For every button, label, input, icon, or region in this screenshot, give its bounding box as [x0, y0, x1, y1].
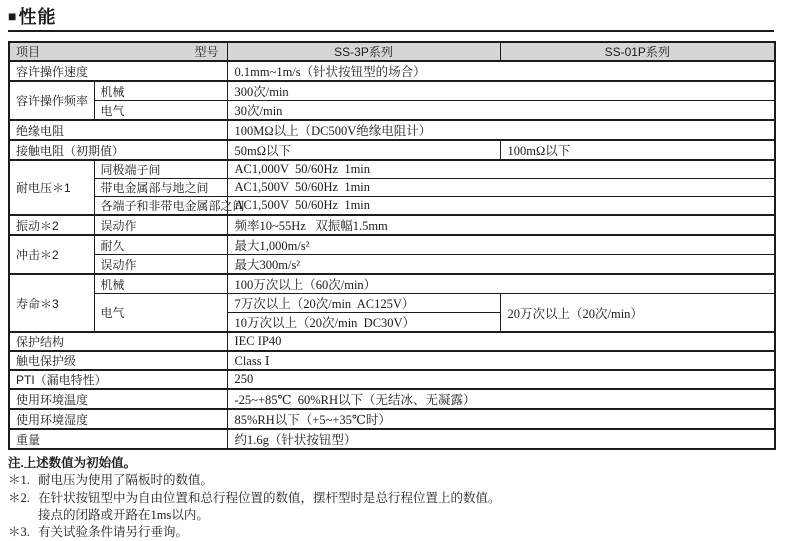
row-weight	[9, 429, 775, 449]
value-protection: IEC IP40	[227, 332, 775, 351]
footnote-2-text	[38, 490, 780, 525]
row-shock-class	[9, 351, 775, 370]
value-contact-ss01p: 100mΩ以下	[500, 140, 775, 160]
row-label-life: 寿命＊3	[9, 274, 94, 332]
row-label-speed: 容许操作速度	[9, 61, 227, 81]
sub-label-shock-1: 耐久	[94, 235, 227, 255]
row-shock-2	[9, 255, 775, 275]
header-item-label: 项目	[16, 45, 41, 59]
value-pti: 250	[227, 370, 775, 389]
value-withstand-1: AC1,000V 50/60Hz 1min	[227, 160, 775, 179]
title-underline	[8, 30, 774, 32]
value-life-elec-2: 10万次以上（20次/min DC30V）	[227, 313, 500, 333]
row-label-protection: 保护结构	[9, 332, 227, 351]
row-frequency-mech	[9, 81, 775, 101]
value-withstand-2: AC1,500V 50/60Hz 1min	[227, 179, 775, 197]
row-label-shock-class: 触电保护级	[9, 351, 227, 370]
section-marker-icon: ■	[8, 8, 17, 24]
row-temperature	[9, 389, 775, 409]
row-pti	[9, 370, 775, 389]
footnote-2-line-1: 在针状按钮型中为自由位置和总行程位置的数值，摆杆型时是总行程位置上的数值。	[38, 490, 501, 505]
value-shock-1: 最大1,000m/s²	[227, 235, 775, 255]
row-label-pti: PTI（漏电特性）	[9, 370, 227, 389]
row-vibration	[9, 215, 775, 235]
row-label-humidity: 使用环境湿度	[9, 409, 227, 429]
value-frequency-mech: 300次/min	[227, 81, 775, 101]
row-label-weight: 重量	[9, 429, 227, 449]
row-life-mech	[9, 274, 775, 294]
col-header-ss3p: SS-3P系列	[227, 42, 500, 61]
value-life-elec-ss01p: 20万次以上（20次/min）	[500, 294, 775, 333]
spec-table	[8, 41, 776, 450]
row-insulation	[9, 120, 775, 140]
value-shock-2: 最大300m/s²	[227, 255, 775, 275]
col-header-item-model	[9, 42, 227, 61]
sub-label-vibration: 误动作	[94, 215, 227, 235]
value-insulation: 100MΩ以上（DC500V绝缘电阻计）	[227, 120, 775, 140]
row-speed	[9, 61, 775, 81]
row-withstand-3	[9, 197, 775, 216]
row-withstand-2	[9, 179, 775, 197]
row-label-insulation: 绝缘电阻	[9, 120, 227, 140]
sub-label-frequency-elec: 电气	[94, 101, 227, 121]
footnote-3-label: ＊3.	[8, 525, 30, 539]
row-label-withstand: 耐电压＊1	[9, 160, 94, 215]
sub-label-withstand-3: 各端子和非带电金属部之间	[94, 197, 227, 216]
value-speed: 0.1mm~1m/s（针状按钮型的场合）	[227, 61, 775, 81]
footnote-2-line-2: 接点的闭路或开路在1ms以内。	[38, 507, 209, 522]
sub-label-life-elec: 电气	[94, 294, 227, 333]
sub-label-life-mech: 机械	[94, 274, 227, 294]
value-life-elec-1: 7万次以上（20次/min AC125V）	[227, 294, 500, 313]
row-label-temperature: 使用环境温度	[9, 389, 227, 409]
sub-label-frequency-mech: 机械	[94, 81, 227, 101]
value-contact-ss3p: 50mΩ以下	[227, 140, 500, 160]
row-label-frequency: 容许操作频率	[9, 81, 94, 120]
value-life-mech: 100万次以上（60次/min）	[227, 274, 775, 294]
row-humidity	[9, 409, 775, 429]
value-shock-class: Class Ⅰ	[227, 351, 775, 370]
section-title: 性能	[18, 7, 57, 27]
value-temperature: -25~+85℃ 60%RH以下（无结冰、无凝露）	[227, 389, 775, 409]
value-humidity: 85%RH以下（+5~+35℃时）	[227, 409, 775, 429]
row-contact-resistance	[9, 140, 775, 160]
footnote-1-text: 耐电压为使用了隔板时的数值。	[38, 473, 214, 488]
section-title-row	[8, 5, 780, 27]
sub-label-withstand-2: 带电金属部与地之间	[94, 179, 227, 197]
footnotes	[8, 455, 780, 541]
col-header-ss01p: SS-01P系列	[500, 42, 775, 61]
row-withstand-1	[9, 160, 775, 179]
header-row	[9, 42, 775, 61]
footnote-1	[8, 472, 780, 489]
value-vibration: 频率10~55Hz 双振幅1.5mm	[227, 215, 775, 235]
row-frequency-elec	[9, 101, 775, 121]
footnote-3-text: 有关试验条件请另行垂询。	[38, 525, 189, 539]
row-label-vibration: 振动＊2	[9, 215, 94, 235]
value-frequency-elec: 30次/min	[227, 101, 775, 121]
row-shock-1	[9, 235, 775, 255]
value-withstand-3: AC1,500V 50/60Hz 1min	[227, 197, 775, 216]
row-protection	[9, 332, 775, 351]
footnote-2	[8, 490, 780, 525]
footnote-heading: 注.上述数值为初始值。	[8, 456, 137, 470]
sub-label-withstand-1: 同极端子间	[94, 160, 227, 179]
footnote-2-label: ＊2.	[8, 490, 30, 505]
row-life-elec-1	[9, 294, 775, 313]
sub-label-shock-2: 误动作	[94, 255, 227, 275]
row-label-contact: 接触电阻（初期值）	[9, 140, 227, 160]
header-model-label: 型号	[194, 45, 219, 59]
footnote-1-label: ＊1.	[8, 473, 30, 488]
value-weight: 约1.6g（针状按钮型）	[227, 429, 775, 449]
row-label-shock: 冲击＊2	[9, 235, 94, 274]
footnote-3	[8, 524, 780, 541]
